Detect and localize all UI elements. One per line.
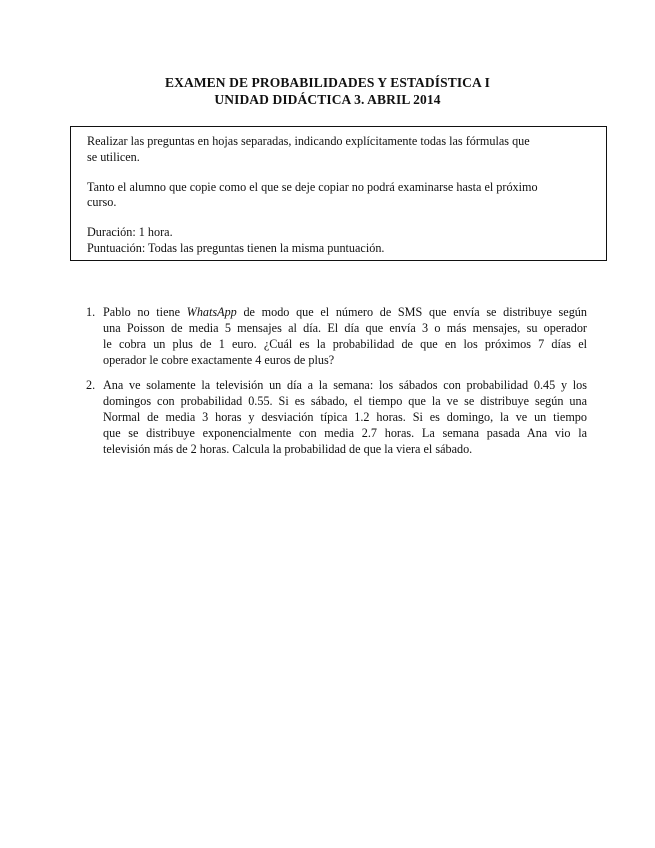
question-2-line1: Ana ve solamente la televisión un día a la semana: los sábados con probabilidad 0.45 y los [103,378,587,392]
question-1-line3: le cobra un plus de 1 euro. ¿Cuál es la probabilidad de que en los próximos 7 días el [103,337,587,351]
duration-text: Duración: 1 hora. [87,225,173,239]
question-2-line2: domingos con probabilidad 0.55. Si es sábado, el tiempo que la ve se distribuye según una [103,394,587,408]
instructions-p1-line2: se utilicen. [87,150,140,164]
exam-subtitle: UNIDAD DIDÁCTICA 3. ABRIL 2014 [214,92,441,107]
instructions-box [70,126,607,261]
question-1-number: 1. [86,305,96,319]
question-1-line1-post: de modo que el número de SMS que envía se distribuye según [236,305,587,319]
question-1-line4: operador le cobre exactamente 4 euros de plus? [103,353,335,367]
instructions-p1-line1: Realizar las preguntas en hojas separadas, indicando explícitamente todas las fórmulas que [87,134,530,148]
question-1-line1 [103,305,587,320]
question-2-line4: que se distribuye exponencialmente con media 2.7 horas. La semana pasada Ana vio la [103,426,587,440]
question-1-line1-pre: Pablo no tiene [103,305,187,319]
question-2-line3: Normal de media 3 horas y desviación típica 1.2 horas. Si es domingo, la ve un tiempo [103,410,587,424]
exam-title: EXAMEN DE PROBABILIDADES Y ESTADÍSTICA I [165,75,490,90]
instructions-p2-line2: curso. [87,195,117,209]
question-1-line2: una Poisson de media 5 mensajes al día. El día que envía 3 o más mensajes, su operador [103,321,587,335]
scoring-text: Puntuación: Todas las preguntas tienen la misma puntuación. [87,241,385,255]
question-2-number: 2. [86,378,96,392]
question-1-app-name: WhatsApp [186,305,237,319]
instructions-p2-line1: Tanto el alumno que copie como el que se deje copiar no podrá examinarse hasta el próximo [87,180,538,194]
question-2-line5: televisión más de 2 horas. Calcula la probabilidad de que la viera el sábado. [103,442,473,456]
